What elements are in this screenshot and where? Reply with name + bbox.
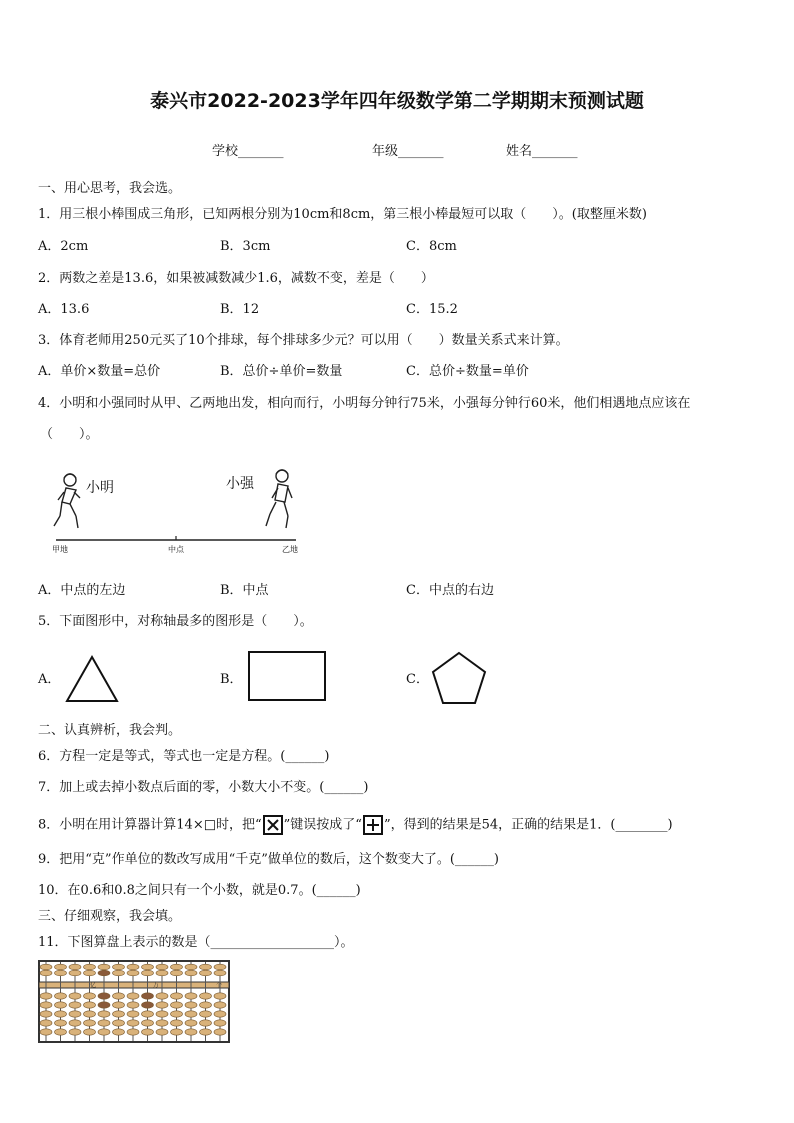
q3-option-c: C．总价÷数量=单价 bbox=[406, 364, 529, 379]
abacus-upper-bead bbox=[171, 970, 183, 976]
abacus-lower-bead bbox=[55, 1020, 67, 1026]
abacus-lower-bead bbox=[127, 1002, 139, 1008]
abacus-upper-bead bbox=[69, 970, 81, 976]
q3-option-b: B．总价÷单价=数量 bbox=[220, 364, 343, 379]
q1-option-c: C．8cm bbox=[406, 239, 457, 254]
q4-option-b: B．中点 bbox=[220, 583, 269, 598]
abacus-upper-bead bbox=[200, 964, 212, 970]
abacus-lower-bead bbox=[98, 1020, 110, 1026]
abacus-lower-bead bbox=[156, 1020, 168, 1026]
abacus-lower-bead bbox=[185, 1020, 197, 1026]
abacus-lower-bead bbox=[40, 1002, 52, 1008]
abacus-upper-bead bbox=[156, 964, 168, 970]
abacus-lower-bead bbox=[142, 1029, 154, 1035]
q3-option-a: A．单价×数量=总价 bbox=[38, 364, 161, 379]
question-9: 9．把用“克”作单位的数改写成用“千克”做单位的数后，这个数变大了。(______) bbox=[38, 852, 499, 867]
rectangle-shape bbox=[247, 650, 327, 702]
abacus-upper-bead bbox=[214, 970, 226, 976]
abacus-lower-bead bbox=[142, 1002, 154, 1008]
abacus-upper-bead bbox=[185, 970, 197, 976]
meeting-diagram bbox=[50, 462, 310, 558]
abacus-upper-bead bbox=[55, 964, 67, 970]
abacus-lower-bead bbox=[55, 1011, 67, 1017]
multiply-key-icon bbox=[263, 815, 283, 835]
q1-option-b: B．3cm bbox=[220, 239, 271, 254]
abacus-lower-bead bbox=[200, 1020, 212, 1026]
abacus-label-yi: 亿 bbox=[90, 982, 97, 989]
abacus-lower-bead bbox=[55, 1029, 67, 1035]
label-xiaoqiang: 小强 bbox=[226, 476, 254, 492]
abacus-lower-bead bbox=[171, 1020, 183, 1026]
abacus-upper-bead bbox=[185, 964, 197, 970]
q8-text-post: ”，得到的结果是54，正确的结果是1．(________) bbox=[383, 817, 673, 833]
abacus-upper-bead bbox=[113, 970, 125, 976]
question-1: 1．用三根小棒围成三角形，已知两根分别为10cm和8cm，第三根小棒最短可以取（ ）。(取整厘米数) bbox=[38, 207, 647, 222]
abacus-lower-bead bbox=[185, 1029, 197, 1035]
abacus-lower-bead bbox=[40, 1020, 52, 1026]
abacus-lower-bead bbox=[69, 1011, 81, 1017]
pentagon-shape bbox=[430, 650, 488, 706]
abacus-lower-bead bbox=[55, 1002, 67, 1008]
abacus-lower-bead bbox=[113, 1020, 125, 1026]
abacus-upper-bead bbox=[127, 964, 139, 970]
abacus-lower-bead bbox=[200, 993, 212, 999]
question-11: 11．下图算盘上表示的数是（___________________）。 bbox=[38, 935, 354, 950]
question-7: 7．加上或去掉小数点后面的零，小数大小不变。(______) bbox=[38, 780, 369, 795]
abacus-upper-bead bbox=[113, 964, 125, 970]
abacus-upper-bead bbox=[40, 970, 52, 976]
abacus-lower-bead bbox=[200, 1002, 212, 1008]
abacus-upper-bead bbox=[156, 970, 168, 976]
label-xiaoming: 小明 bbox=[86, 480, 114, 496]
xiaoqiang-figure bbox=[266, 470, 292, 528]
abacus-lower-bead bbox=[113, 1002, 125, 1008]
abacus-rods bbox=[40, 962, 226, 1041]
abacus-beam bbox=[39, 982, 229, 988]
abacus-lower-bead bbox=[55, 993, 67, 999]
abacus-upper-bead bbox=[55, 970, 67, 976]
abacus-lower-bead bbox=[142, 1011, 154, 1017]
abacus-lower-bead bbox=[200, 1029, 212, 1035]
q2-option-c: C．15.2 bbox=[406, 302, 458, 317]
abacus-lower-bead bbox=[98, 1029, 110, 1035]
abacus-lower-bead bbox=[156, 1011, 168, 1017]
abacus-lower-bead bbox=[185, 993, 197, 999]
abacus-lower-bead bbox=[113, 1029, 125, 1035]
question-10: 10．在0.6和0.8之间只有一个小数，就是0.7。(______) bbox=[38, 883, 361, 898]
q5-option-b: B． bbox=[220, 672, 243, 687]
label-place-a: 甲地 bbox=[52, 545, 68, 554]
abacus-figure bbox=[38, 958, 232, 1046]
abacus-lower-bead bbox=[40, 1029, 52, 1035]
q1-option-a: A．2cm bbox=[38, 239, 89, 254]
abacus-upper-bead bbox=[84, 964, 96, 970]
abacus-lower-bead bbox=[113, 1011, 125, 1017]
abacus-lower-bead bbox=[200, 1011, 212, 1017]
plus-key-icon bbox=[363, 815, 383, 835]
abacus-lower-bead bbox=[69, 1020, 81, 1026]
name-field: 姓名_______ bbox=[506, 144, 578, 159]
abacus-upper-bead bbox=[98, 970, 110, 976]
question-4-line1: 4．小明和小强同时从甲、乙两地出发，相向而行，小明每分钟行75米，小强每分钟行60米，他们相遇地点应该在 bbox=[38, 396, 691, 411]
abacus-lower-bead bbox=[156, 993, 168, 999]
abacus-upper-bead bbox=[98, 964, 110, 970]
abacus-lower-bead bbox=[69, 1029, 81, 1035]
abacus-upper-bead bbox=[142, 964, 154, 970]
abacus-upper-bead bbox=[142, 970, 154, 976]
abacus-lower-bead bbox=[98, 1011, 110, 1017]
abacus-label-wan: 万 bbox=[153, 982, 160, 989]
question-3: 3．体育老师用250元买了10个排球，每个排球多少元？可以用（ ）数量关系式来计算。 bbox=[38, 333, 569, 348]
abacus-lower-bead bbox=[127, 1011, 139, 1017]
abacus-lower-bead bbox=[84, 1002, 96, 1008]
abacus-lower-bead bbox=[127, 1020, 139, 1026]
abacus-upper-bead bbox=[84, 970, 96, 976]
abacus-lower-bead bbox=[156, 1029, 168, 1035]
abacus-upper-bead bbox=[127, 970, 139, 976]
abacus-lower-bead bbox=[171, 1002, 183, 1008]
section-3-heading: 三、仔细观察，我会填。 bbox=[38, 909, 182, 924]
q5-option-a: A． bbox=[38, 672, 61, 687]
abacus-upper-bead bbox=[214, 964, 226, 970]
q4-option-c: C．中点的右边 bbox=[406, 583, 494, 598]
triangle-shape bbox=[64, 654, 120, 704]
question-4-line2: （ ）。 bbox=[40, 427, 99, 442]
abacus-lower-bead bbox=[185, 1002, 197, 1008]
abacus-lower-bead bbox=[113, 993, 125, 999]
abacus-lower-bead bbox=[84, 993, 96, 999]
abacus-lower-bead bbox=[142, 1020, 154, 1026]
q2-option-a: A．13.6 bbox=[38, 302, 90, 317]
abacus-lower-bead bbox=[214, 1020, 226, 1026]
question-2: 2．两数之差是13.6，如果被减数减少1.6，减数不变，差是（ ） bbox=[38, 271, 434, 286]
q8-text-pre: 8．小明在用计算器计算14×□时，把“ bbox=[38, 817, 262, 833]
q5-option-c: C． bbox=[406, 672, 429, 687]
abacus-lower-bead bbox=[214, 993, 226, 999]
abacus-lower-bead bbox=[214, 1011, 226, 1017]
abacus-lower-bead bbox=[98, 993, 110, 999]
section-2-heading: 二、认真辨析，我会判。 bbox=[38, 723, 182, 738]
abacus-upper-bead bbox=[200, 970, 212, 976]
xiaoming-figure bbox=[54, 474, 80, 528]
abacus-lower-bead bbox=[40, 993, 52, 999]
abacus-lower-bead bbox=[127, 1029, 139, 1035]
abacus-upper-bead bbox=[40, 964, 52, 970]
abacus-lower-bead bbox=[127, 993, 139, 999]
abacus-lower-bead bbox=[142, 993, 154, 999]
label-place-b: 乙地 bbox=[282, 545, 298, 554]
abacus-lower-bead bbox=[98, 1002, 110, 1008]
abacus-label-ge: 个 bbox=[216, 982, 223, 989]
abacus-upper-bead bbox=[69, 964, 81, 970]
abacus-lower-bead bbox=[171, 1029, 183, 1035]
abacus-lower-bead bbox=[69, 993, 81, 999]
abacus-lower-bead bbox=[84, 1029, 96, 1035]
page-title: 泰兴市2022-2023学年四年级数学第二学期期末预测试题 bbox=[150, 90, 644, 112]
question-6: 6．方程一定是等式，等式也一定是方程。(______) bbox=[38, 749, 330, 764]
abacus-lower-bead bbox=[84, 1011, 96, 1017]
abacus-lower-bead bbox=[156, 1002, 168, 1008]
abacus-lower-bead bbox=[214, 1029, 226, 1035]
q4-option-a: A．中点的左边 bbox=[38, 583, 126, 598]
abacus-lower-bead bbox=[40, 1011, 52, 1017]
abacus-lower-bead bbox=[84, 1020, 96, 1026]
abacus-lower-bead bbox=[69, 1002, 81, 1008]
question-5: 5．下面图形中，对称轴最多的图形是（ ）。 bbox=[38, 614, 313, 629]
abacus-lower-bead bbox=[185, 1011, 197, 1017]
q2-option-b: B．12 bbox=[220, 302, 260, 317]
school-field: 学校_______ bbox=[212, 144, 284, 159]
abacus-lower-bead bbox=[171, 993, 183, 999]
question-8 bbox=[38, 815, 673, 835]
abacus-lower-bead bbox=[214, 1002, 226, 1008]
grade-field: 年级_______ bbox=[372, 144, 444, 159]
q8-text-mid: ”键误按成了“ bbox=[283, 817, 362, 833]
abacus-upper-bead bbox=[171, 964, 183, 970]
section-1-heading: 一、用心思考，我会选。 bbox=[38, 181, 182, 196]
abacus-lower-bead bbox=[171, 1011, 183, 1017]
label-midpoint: 中点 bbox=[168, 545, 184, 554]
